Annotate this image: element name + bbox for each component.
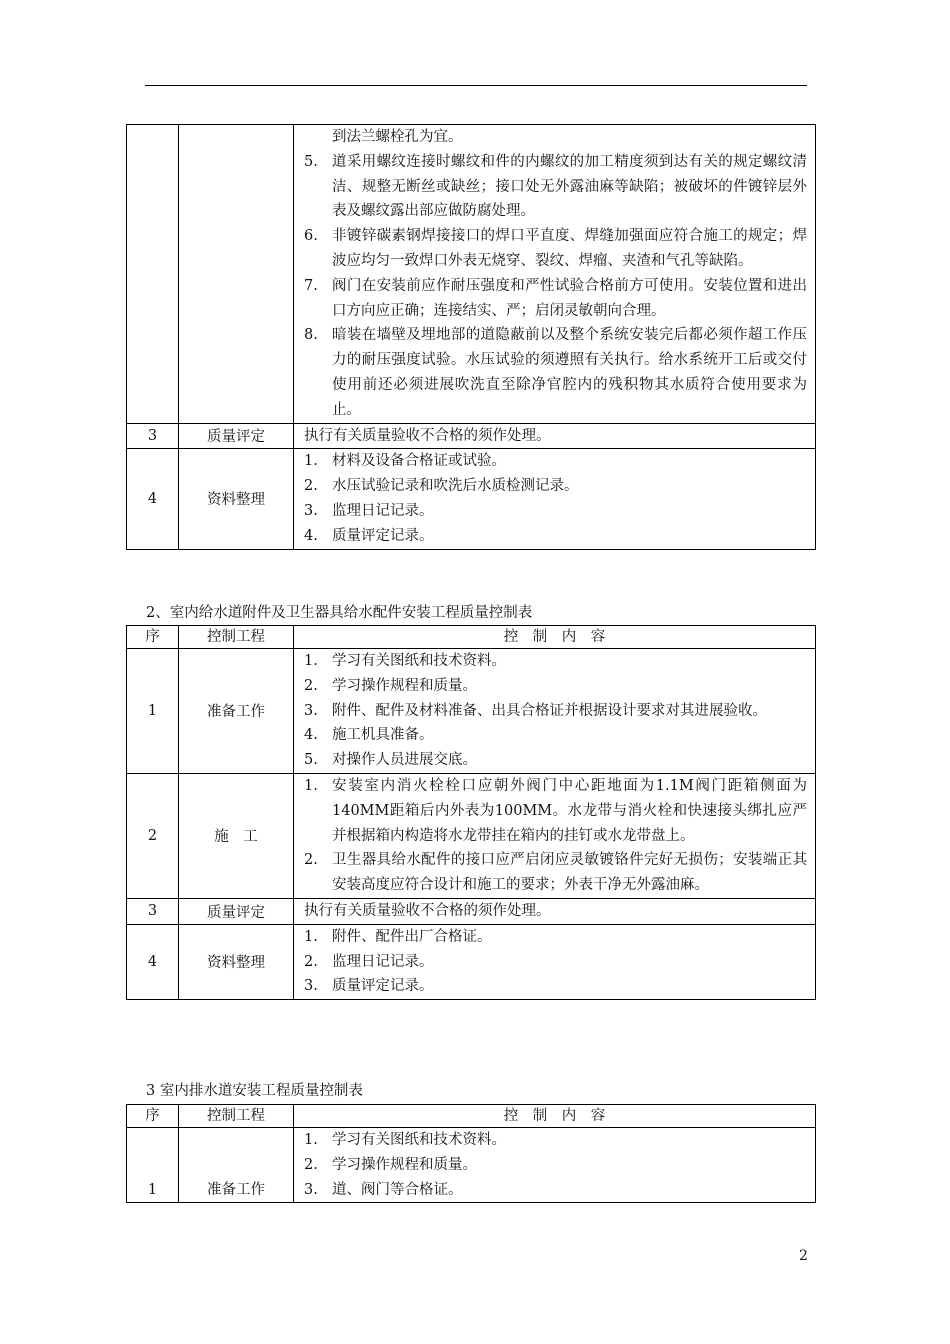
control-item-cell xyxy=(179,125,294,424)
table-row xyxy=(127,924,816,999)
content-cell xyxy=(294,1128,816,1203)
table-row xyxy=(127,1128,816,1203)
list-item: 1. 学习有关图纸和技术资料。 xyxy=(304,653,506,669)
list-item: 3. 附件、配件及材料准备、出具合格证并根据设计要求对其进展验收。 xyxy=(304,702,767,719)
header-content: 控 制 内 容 xyxy=(294,626,816,649)
list-item: 3. 道、阀门等合格证。 xyxy=(304,1181,463,1198)
list-item: 3. 质量评定记录。 xyxy=(304,978,434,995)
list-item: 3. 监理日记记录。 xyxy=(304,502,434,519)
list-item: 5. 道采用螺纹连接时螺纹和件的内螺纹的加工精度须到达有关的规定螺纹清洁、规整无断丝或缺丝；接口处无外露油麻等缺陷；被破坏的件镀锌层外表及螺纹露出部应做防腐处理。 xyxy=(304,153,807,220)
content-cell xyxy=(294,449,816,549)
row-number-cell xyxy=(127,125,179,424)
header-no: 序 xyxy=(127,1105,179,1128)
control-item-cell: 质量评定 xyxy=(179,898,294,924)
control-item-cell: 资料整理 xyxy=(179,449,294,549)
list-item: 2. 监理日记记录。 xyxy=(304,953,434,970)
table-row xyxy=(127,423,816,449)
content-cell xyxy=(294,924,816,999)
list-item: 到法兰螺栓孔为宜。 xyxy=(332,129,463,145)
list-item: 4. 施工机具准备。 xyxy=(304,727,434,744)
content-cell: 执行有关质量验收不合格的须作处理。 xyxy=(294,898,816,924)
list-item: 2. 水压试验记录和吹洗后水质检测记录。 xyxy=(304,478,579,495)
list-item: 4. 质量评定记录。 xyxy=(304,527,434,544)
row-number-cell: 1 xyxy=(127,649,179,774)
list-item: 2. 学习操作规程和质量。 xyxy=(304,1156,477,1173)
header-control-item: 控制工程 xyxy=(179,626,294,649)
content-cell xyxy=(294,649,816,774)
control-item-cell: 准备工作 xyxy=(179,1128,294,1203)
list-item: 1. 材料及设备合格证或试验。 xyxy=(304,453,506,470)
list-item: 8. 暗装在墙壁及埋地部的道隐蔽前以及整个系统安装完后都必须作超工作压力的耐压强度试验。水压试验的须遵照有关执行。给水系统开工后或交付使用前还必须进展吹洗直至除净官腔内的残积物其水质符合使用要求为止。 xyxy=(304,327,807,418)
row-number-cell: 2 xyxy=(127,773,179,898)
list-item: 2. 学习操作规程和质量。 xyxy=(304,677,477,694)
row-number-cell: 4 xyxy=(127,924,179,999)
control-item-cell: 准备工作 xyxy=(179,649,294,774)
table-1-continued xyxy=(126,124,816,550)
row-number-cell: 4 xyxy=(127,449,179,549)
table-row xyxy=(127,898,816,924)
row-number-cell: 1 xyxy=(127,1128,179,1203)
header-content: 控 制 内 容 xyxy=(294,1105,816,1128)
row-number-cell: 3 xyxy=(127,898,179,924)
table-header-row xyxy=(127,626,816,649)
content-cell xyxy=(294,773,816,898)
list-item: 1. 学习有关图纸和技术资料。 xyxy=(304,1132,506,1148)
control-item-cell: 资料整理 xyxy=(179,924,294,999)
table-row xyxy=(127,125,816,424)
control-item-cell: 施 工 xyxy=(179,773,294,898)
list-item: 6. 非镀锌碳素钢焊接接口的焊口平直度、焊缝加强面应符合施工的规定；焊波应均匀一致焊口外表无烧穿、裂纹、焊瘤、夹渣和气孔等缺陷。 xyxy=(304,228,807,269)
table-header-row xyxy=(127,1105,816,1128)
table-row xyxy=(127,449,816,549)
content-cell xyxy=(294,125,816,424)
control-item-cell: 质量评定 xyxy=(179,423,294,449)
row-number-cell: 3 xyxy=(127,423,179,449)
list-item: 1. 附件、配件出厂合格证。 xyxy=(304,928,492,945)
section-3-title: 3 室内排水道安装工程质量控制表 xyxy=(146,1083,363,1099)
table-3 xyxy=(126,1104,816,1203)
content-cell: 执行有关质量验收不合格的须作处理。 xyxy=(294,423,816,449)
header-control-item: 控制工程 xyxy=(179,1105,294,1128)
list-item: 1. 安装室内消火栓栓口应朝外阀门中心距地面为1.1M阀门距箱侧面为140MM距箱后内外表为100MM。水龙带与消火栓和快速接头绑扎应严并根据箱内构造将水龙带挂在箱内的挂钉或水龙带盘上。 xyxy=(304,777,807,844)
table-row xyxy=(127,649,816,774)
list-item: 2. 卫生器具给水配件的接口应严启闭应灵敏镀铬件完好无损伤；安装端正其安装高度应符合设计和施工的要求；外表干净无外露油麻。 xyxy=(304,852,807,894)
header-no: 序 xyxy=(127,626,179,649)
section-2-title: 2、室内给水道附件及卫生器具给水配件安装工程质量控制表 xyxy=(146,605,533,621)
page-number: 2 xyxy=(799,1248,808,1264)
header-rule xyxy=(145,85,807,86)
list-item: 5. 对操作人员进展交底。 xyxy=(304,752,477,769)
table-2 xyxy=(126,625,816,1000)
list-item: 7. 阀门在安装前应作耐压强度和严性试验合格前方可使用。安装位置和进出口方向应正确；连接结实、严；启闭灵敏朝向合理。 xyxy=(304,277,807,319)
table-row xyxy=(127,773,816,898)
